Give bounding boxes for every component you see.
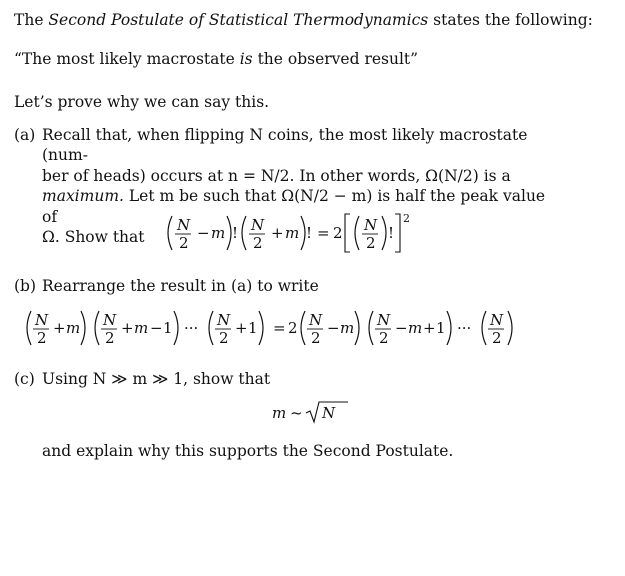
svg-text:N: N [308, 311, 322, 329]
svg-text:m: m [210, 224, 225, 242]
equation-b [0, 305, 625, 357]
svg-text:=: = [316, 224, 330, 242]
closing-sentence: and explain why this supports the Second Postulate. [42, 442, 454, 460]
svg-text:2: 2 [402, 212, 410, 225]
part-c [14, 369, 554, 389]
svg-text:+: + [120, 319, 134, 337]
part-c-label: (c) [14, 370, 35, 388]
part-c-text: Using N ≫ m ≫ 1, show that [42, 370, 271, 388]
svg-text:m: m [284, 224, 299, 242]
svg-text:···: ··· [183, 319, 198, 337]
svg-text:1: 1 [247, 319, 258, 337]
lead-sentence: Let’s prove why we can say this. [14, 93, 270, 111]
postulate-title: Second Postulate of Statistical Thermodynamics [48, 11, 429, 29]
svg-text:−: − [149, 319, 163, 337]
intro-suffix: states the following: [428, 11, 593, 29]
svg-text:~: ~ [289, 404, 303, 422]
svg-text:2: 2 [287, 319, 298, 337]
intro-paragraph [14, 10, 593, 31]
part-a-line-4: Ω. Show that [42, 228, 145, 247]
quote-emphasis: is [239, 50, 253, 68]
intro-prefix: The [14, 11, 49, 29]
svg-text:m: m [65, 319, 80, 337]
svg-text:2: 2 [36, 329, 47, 347]
part-a-line-1: Recall that, when flipping N coins, the most likely macrostate (num- [42, 126, 528, 165]
svg-text:N: N [216, 311, 230, 329]
svg-text:2: 2 [365, 234, 376, 252]
svg-text:···: ··· [456, 319, 471, 337]
svg-text:1: 1 [162, 319, 173, 337]
svg-text:!: ! [305, 224, 312, 242]
svg-text:2: 2 [310, 329, 321, 347]
svg-text:m: m [407, 319, 422, 337]
equation-c [0, 396, 625, 434]
svg-text:2: 2 [491, 329, 502, 347]
svg-text:=: = [272, 319, 286, 337]
svg-text:N: N [102, 311, 116, 329]
svg-text:2: 2 [104, 329, 115, 347]
part-b-text: Rearrange the result in (a) to write [42, 277, 319, 295]
svg-text:2: 2 [218, 329, 229, 347]
svg-text:+: + [234, 319, 248, 337]
svg-text:N: N [376, 311, 390, 329]
part-a-line-2: ber of heads) occurs at n = N/2. In other words, Ω(N/2) is a [42, 166, 511, 185]
svg-text:N: N [250, 216, 264, 234]
svg-text:2: 2 [178, 234, 189, 252]
svg-text:2: 2 [332, 224, 343, 242]
svg-text:N: N [489, 311, 503, 329]
postulate-quote [14, 49, 418, 70]
svg-text:N: N [363, 216, 377, 234]
part-a-label: (a) [14, 126, 36, 144]
svg-text:1: 1 [435, 319, 446, 337]
svg-text:−: − [394, 319, 408, 337]
quote-before: “The most likely macrostate [14, 50, 240, 68]
quote-after: the observed result” [252, 50, 419, 68]
svg-text:+: + [270, 224, 284, 242]
svg-text:N: N [176, 216, 190, 234]
part-b [14, 276, 554, 296]
svg-text:2: 2 [378, 329, 389, 347]
svg-text:m: m [271, 404, 286, 422]
part-a-emphasis: maximum. [42, 187, 124, 206]
svg-text:+: + [422, 319, 436, 337]
svg-text:−: − [326, 319, 340, 337]
part-b-label: (b) [14, 277, 37, 295]
svg-text:N: N [321, 404, 335, 422]
svg-text:2: 2 [252, 234, 263, 252]
svg-text:!: ! [231, 224, 238, 242]
svg-text:−: − [196, 224, 210, 242]
svg-text:m: m [133, 319, 148, 337]
svg-text:!: ! [387, 224, 394, 242]
svg-text:+: + [52, 319, 66, 337]
equation-a [0, 210, 625, 262]
svg-text:m: m [339, 319, 354, 337]
part-a-line-3-rest: Let m be such that Ω(N/2 − m) is half the peak value of [42, 187, 546, 226]
svg-text:N: N [34, 311, 48, 329]
